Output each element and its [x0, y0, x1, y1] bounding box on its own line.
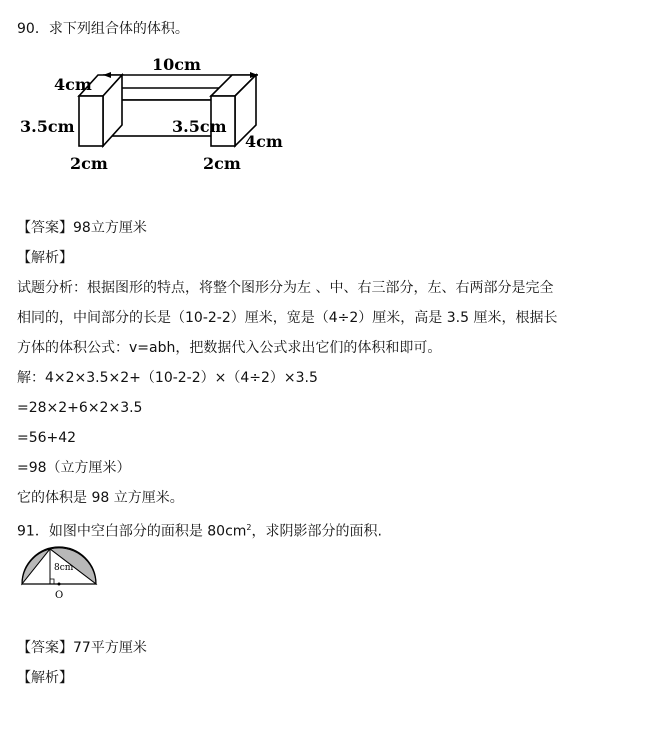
q90-title: 90．求下列组合体的体积。: [17, 21, 189, 37]
label-right-depth: 4cm: [245, 132, 283, 151]
q90-analysis-line-1: 试题分析：根据图形的特点，将整个图形分为左 、中、右三部分，左、右两部分是完全: [17, 280, 554, 296]
q91-title-post: ，求阴影部分的面积.: [251, 523, 382, 540]
label-left-width: 2cm: [70, 154, 108, 173]
label-height: 8cm: [54, 563, 74, 573]
center-dot: [58, 583, 61, 586]
label-center: O: [55, 590, 64, 601]
label-left-height: 3.5cm: [20, 117, 75, 136]
q90-solution-line-2: =28×2+6×2×3.5: [17, 400, 143, 416]
label-mid-height: 3.5cm: [172, 117, 227, 136]
label-left-depth: 4cm: [54, 75, 92, 94]
q90-solution-line-3: =56+42: [17, 430, 77, 446]
q90-analysis-head: 【解析】: [17, 250, 73, 266]
q90-figure: [0, 50, 320, 180]
q90-analysis-line-3: 方体的体积公式：v=abh，把数据代入公式求出它们的体积和即可。: [17, 340, 442, 356]
q91-analysis-head: 【解析】: [17, 670, 73, 686]
q91-title-pre: 91．如图中空白部分的面积是 80cm: [17, 523, 247, 540]
q90-analysis-line-2: 相同的，中间部分的长是（10-2-2）厘米，宽是（4÷2）厘米，高是 3.5 厘米，根据长: [17, 310, 558, 326]
q91-answer: 【答案】77平方厘米: [17, 640, 147, 656]
q90-answer: 【答案】98立方厘米: [17, 220, 147, 236]
label-right-width: 2cm: [203, 154, 241, 173]
q91-title: [17, 518, 382, 542]
label-top-width: 10cm: [152, 55, 201, 74]
q90-conclusion: 它的体积是 98 立方厘米。: [17, 490, 184, 506]
left-block-front: [79, 96, 103, 146]
q90-solution-line-1: 解：4×2×3.5×2+（10-2-2）×（4÷2）×3.5: [17, 370, 318, 386]
q91-title-sup: 2: [246, 523, 252, 532]
q90-solution-line-4: =98（立方厘米）: [17, 460, 131, 476]
q91-figure: [14, 540, 114, 606]
